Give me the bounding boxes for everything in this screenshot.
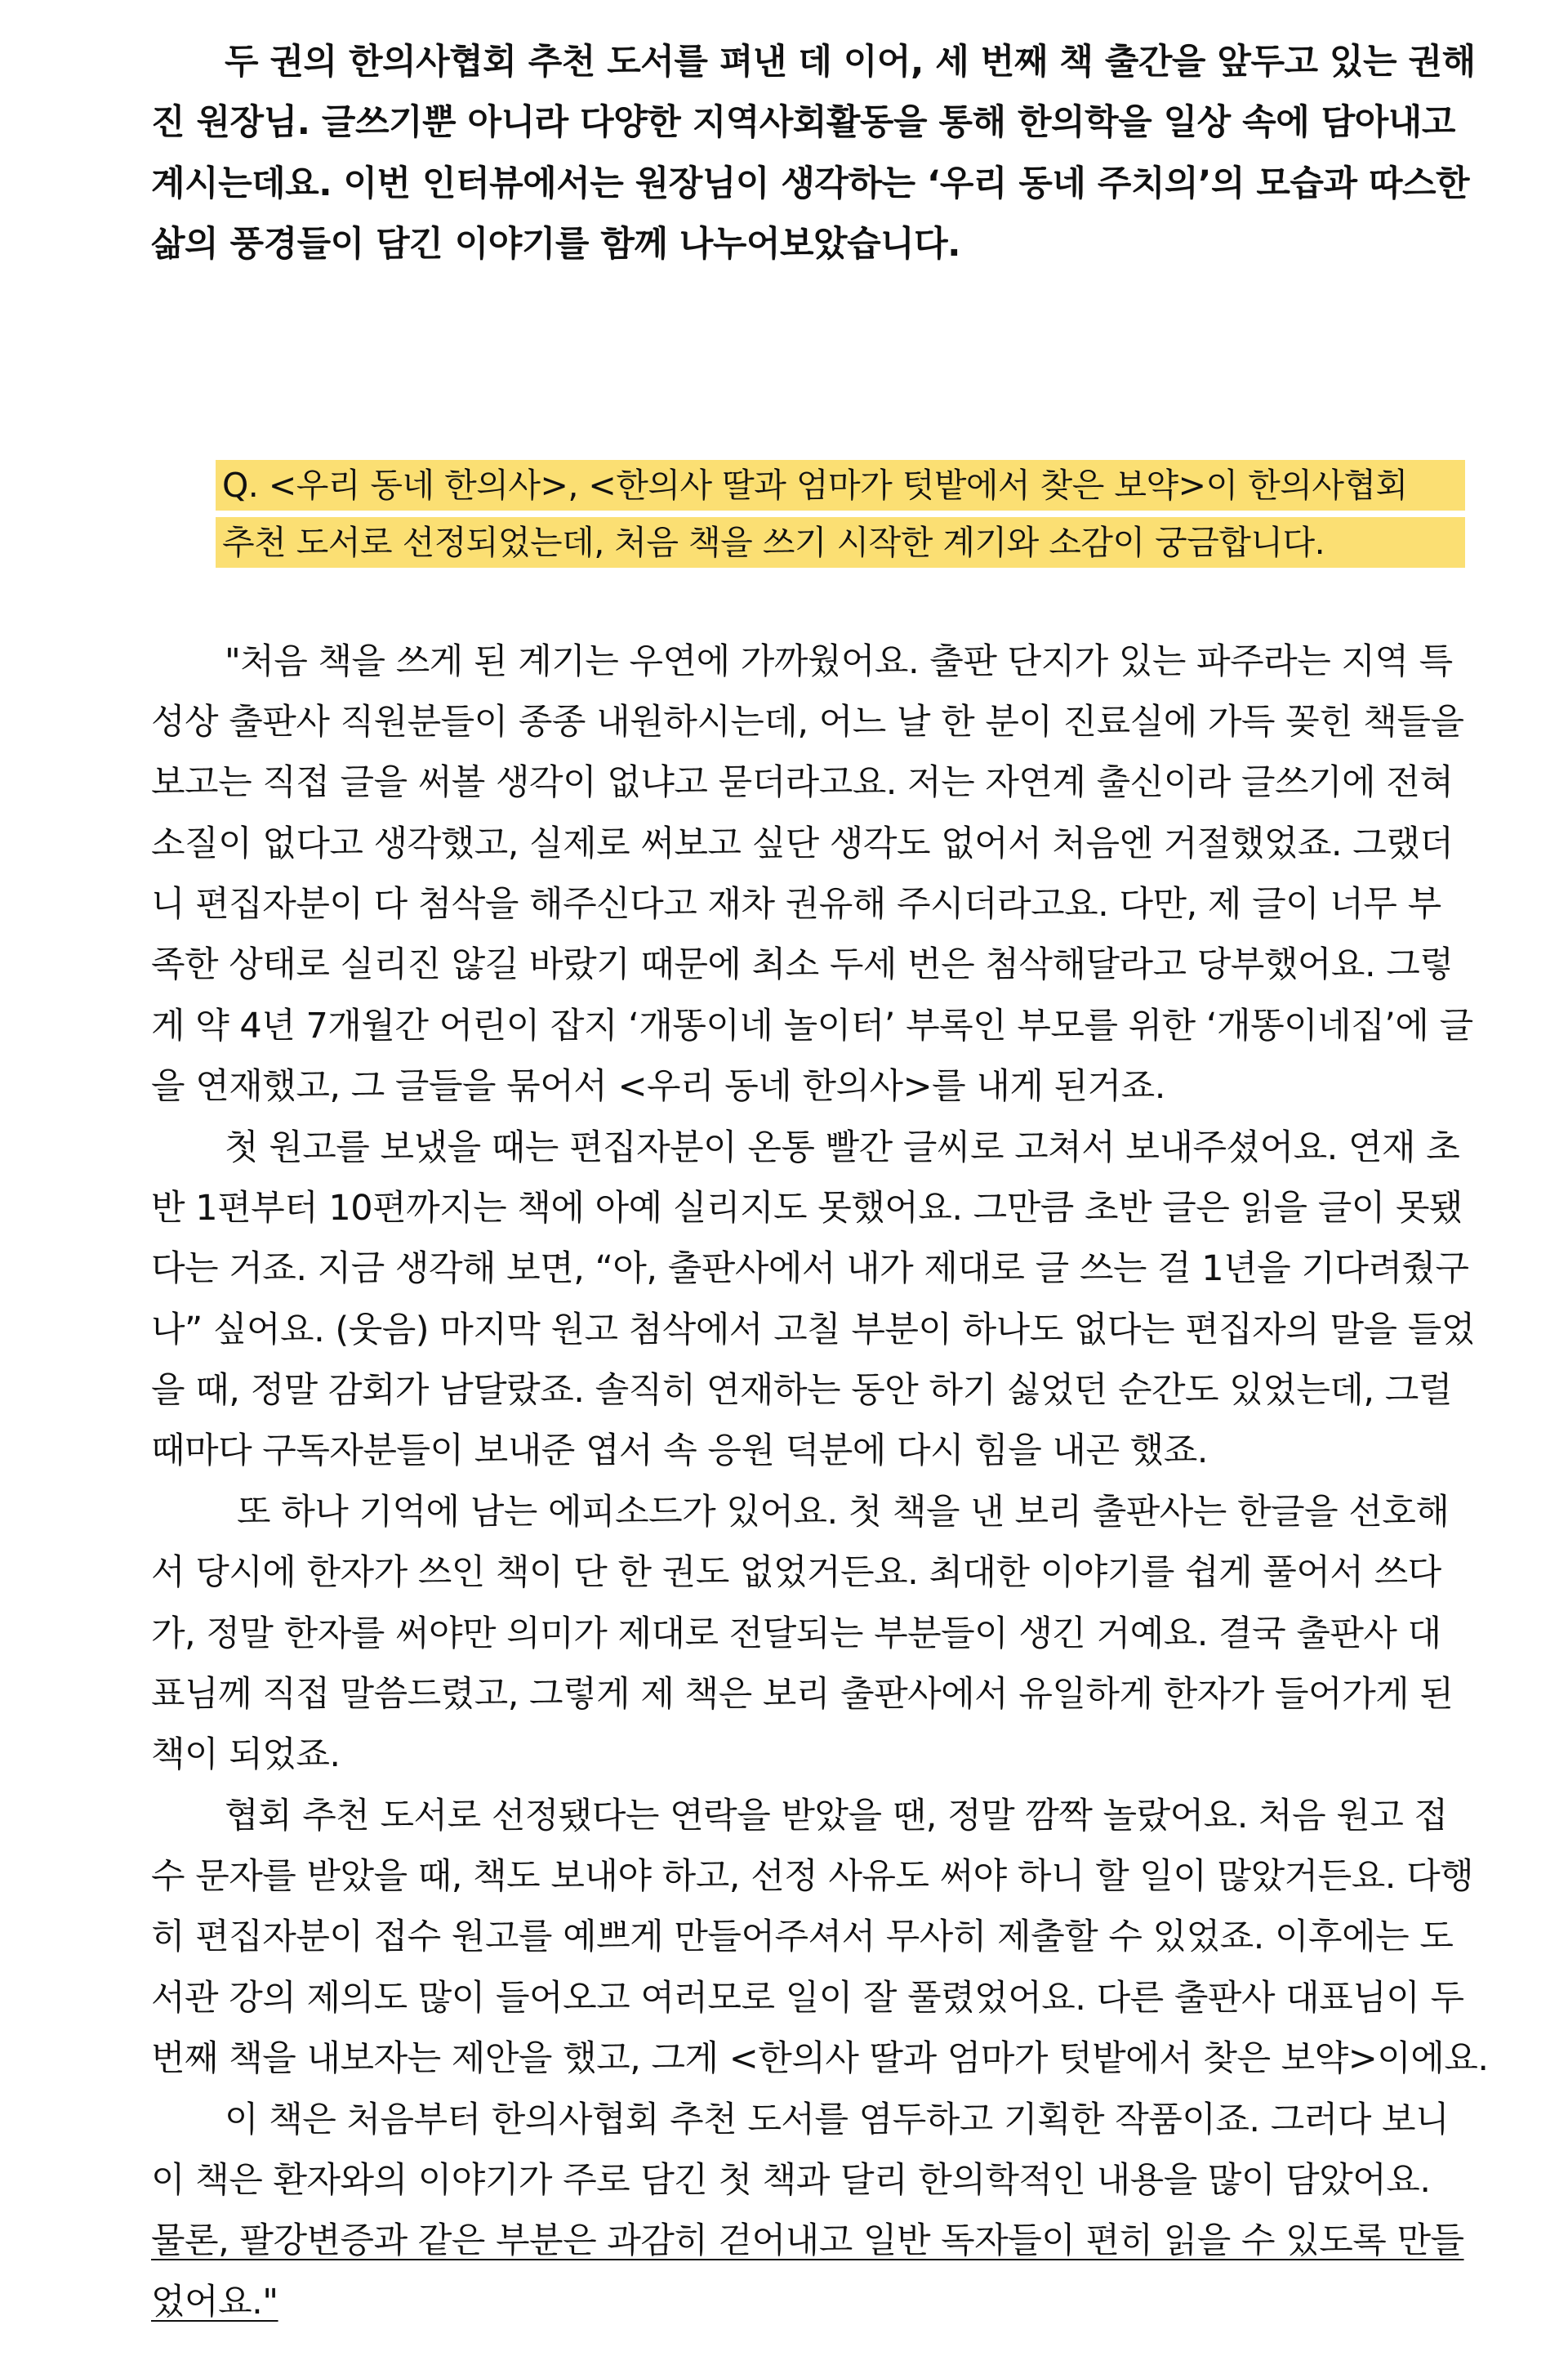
intro-line: 두 권의 한의사협회 추천 도서를 펴낸 데 이어, 세 번째 책 출간을 앞두고 있는 권해 (225, 42, 1476, 83)
answer-line: 서 당시에 한자가 쓰인 책이 단 한 권도 없었거든요. 최대한 이야기를 쉽게 풀어서 쓰다 (151, 1552, 1441, 1593)
answer-line: 게 약 4년 7개월간 어린이 잡지 ‘개똥이네 놀이터’ 부록인 부모를 위한 ‘개똥이네집’에 글 (151, 1006, 1473, 1046)
question-line: 추천 도서로 선정되었는데, 처음 책을 쓰기 시작한 계기와 소감이 궁금합니다. (216, 517, 1465, 568)
answer-line: 소질이 없다고 생각했고, 실제로 써보고 싶단 생각도 없어서 처음엔 거절했었죠. 그랬더 (151, 823, 1454, 864)
answer-line: 번째 책을 내보자는 제안을 했고, 그게 <한의사 딸과 엄마가 텃밭에서 찾은 보약>이에요. (151, 2038, 1489, 2079)
answer-line: 이 책은 환자와의 이야기가 주로 담긴 첫 책과 달리 한의학적인 내용을 많이 담았어요. (151, 2160, 1431, 2201)
answer-line: 이 책은 처음부터 한의사협회 추천 도서를 염두하고 기획한 작품이죠. 그러다 보니 (225, 2099, 1450, 2140)
answer-line-last (151, 2273, 1417, 2331)
answer-line: 책이 되었죠. (151, 1734, 341, 1775)
answer-line: "처음 책을 쓰게 된 계기는 우연에 가까웠어요. 출판 단지가 있는 파주라는 지역 특 (225, 641, 1453, 682)
answer-line: 협회 추천 도서로 선정됐다는 연락을 받았을 땐, 정말 깜짝 놀랐어요. 처음 원고 접 (225, 1796, 1448, 1836)
answer-line: 보고는 직접 글을 써볼 생각이 없냐고 묻더라고요. 저는 자연계 출신이라 글쓰기에 전혀 (151, 762, 1454, 803)
answer-line: 표님께 직접 말씀드렸고, 그렇게 제 책은 보리 출판사에서 유일하게 한자가 들어가게 된 (151, 1674, 1454, 1715)
answer-line: 첫 원고를 보냈을 때는 편집자분이 온통 빨간 글씨로 고쳐서 보내주셨어요. 연재 초 (225, 1127, 1460, 1168)
answer-line: 성상 출판사 직원분들이 종종 내원하시는데, 어느 날 한 분이 진료실에 가득 꽂힌 책들을 (151, 702, 1464, 743)
answer-line: 서관 강의 제의도 많이 들어오고 여러모로 일이 잘 풀렸었어요. 다른 출판사 대표님이 두 (151, 1978, 1464, 2019)
answer-line: 때마다 구독자분들이 보내준 엽서 속 응원 덕분에 다시 힘을 내곤 했죠. (151, 1430, 1208, 1471)
intro-line: 삶의 풍경들이 담긴 이야기를 함께 나누어보았습니다. (151, 224, 961, 265)
answer-line: 다는 거죠. 지금 생각해 보면, “아, 출판사에서 내가 제대로 글 쓰는 걸 1년을 기다려줬구 (151, 1248, 1469, 1289)
answer-line: 가, 정말 한자를 써야만 의미가 제대로 전달되는 부분들이 생긴 거예요. 결국 출판사 대 (151, 1613, 1441, 1654)
answer-line: 히 편집자분이 접수 원고를 예쁘게 만들어주셔서 무사히 제출할 수 있었죠. 이후에는 도 (151, 1916, 1454, 1957)
answer-line: 니 편집자분이 다 첨삭을 해주신다고 재차 권유해 주시더라고요. 다만, 제 글이 너무 부 (151, 884, 1441, 925)
intro-line: 계시는데요. 이번 인터뷰에서는 원장님이 생각하는 ‘우리 동네 주치의’의 모습과 따스한 (151, 163, 1470, 204)
answer-last-text: 었어요." (151, 2282, 278, 2323)
answer-line: 반 1편부터 10편까지는 책에 아예 실리지도 못했어요. 그만큼 초반 글은 읽을 글이 못됐 (151, 1188, 1463, 1229)
question-line: Q. <우리 동네 한의사>, <한의사 딸과 엄마가 텃밭에서 찾은 보약>이 한의사협회 (216, 460, 1465, 511)
answer-line: 족한 상태로 실리진 않길 바랐기 때문에 최소 두세 번은 첨삭해달라고 당부했어요. 그렇 (151, 944, 1454, 985)
answer-line: 나” 싶어요. (웃음) 마지막 원고 첨삭에서 고칠 부분이 하나도 없다는 편집자의 말을 들었 (151, 1310, 1475, 1350)
intro-line: 진 원장님. 글쓰기뿐 아니라 다양한 지역사회활동을 통해 한의학을 일상 속에 담아내고 (151, 102, 1455, 143)
answer-line: 또 하나 기억에 남는 에피소드가 있어요. 첫 책을 낸 보리 출판사는 한글을 선호해 (237, 1492, 1450, 1533)
answer-line: 을 연재했고, 그 글들을 묶어서 <우리 동네 한의사>를 내게 된거죠. (151, 1066, 1165, 1107)
answer-line: 수 문자를 받았을 때, 책도 보내야 하고, 선정 사유도 써야 하니 할 일이 많았거든요. 다행 (151, 1856, 1474, 1897)
answer-line: 물론, 팔강변증과 같은 부분은 과감히 걷어내고 일반 독자들이 편히 읽을 수 있도록 만들 (151, 2220, 1464, 2261)
answer-line: 을 때, 정말 감회가 남달랐죠. 솔직히 연재하는 동안 하기 싫었던 순간도 있었는데, 그럴 (151, 1370, 1452, 1411)
